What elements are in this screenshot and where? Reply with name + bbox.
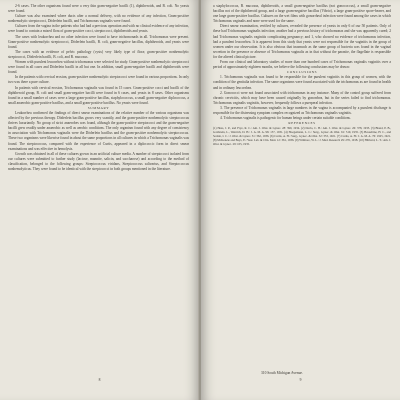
conclusion-item: 2. Gonococci were not found associated with trichomonas in any instance. Many of the control group suffered from chronic cervicitis, which may have been caused originally by gonorrhea, but in the series failed to find trichomonas. Trichomonas vaginalis vaginitis, however, frequently follows a puerperal infection. [213,90,391,105]
conclusion-item: 3. The presence of Trichomonas vaginalis in large numbers in the vagina is accompanied by a purulent discharge is responsible for the distressing symptom complex recognized as Trichomonas vaginalis vaginitis. [213,105,391,115]
references-heading: REFERENCES [288,121,316,126]
summary-heading: SUMMARY [87,105,110,110]
references-list [213,126,391,146]
paragraph: Growth was obtained in all of these cultures grown in an artificial culture media. A number of streptococci isolated from our cultures were submitted to further study (lactose, mannite, salicin, and saccharose) and according to the method of classification, belonged to the following groups: Streptococcus viridans, Streptococcus salivarius, and Streptococcus nonhemolyticus. They were found to be identical with the streptococci in both groups mentioned in the literature. [8,151,189,171]
conclusion-item: 1. Trichomonas vaginalis was found to be responsible for the purulent vaginitis in this group of women, with the condition of the genitalia infection. The same organisms were found associated with the trichomonas as are found in health and in ordinary leucorrhea. [213,75,391,90]
left-page-text [8,4,189,172]
right-page-text [213,4,391,146]
paragraph: Cultures from the vagina in the patients who had had a previous operation and with no clinical evidence of any infection, were found to contain a mixed flora of gram-positive cocci, streptococci, diphtheroids and yeasts. [8,24,189,34]
author-address: 310 South Michigan Avenue. [261,371,303,375]
paragraph: The cases with leukorrhea and no other infection were found to have trichomonads in all. Trichomonas were present. Gram-positive nonhemolytic streptococci, Döderlein bacilli, B. coli, gram-negative bacillus, diphtheroids, and yeasts were found. [8,34,189,49]
left-page [0,0,199,400]
page-number: 9 [299,378,302,382]
paragraph: Women with purulent leucorrhea without trichomonas were selected for study. Gram-positive nonhemolytic streptococci were found in all cases and Döderlein bacilli in all but one. In addition, small gram-negative bacilli and diphtheroids were found. [8,60,189,75]
paragraph: Direct smear examination, verified by cultures, revealed the presence of yeasts in only 6 of our 50 patients. Only of these had Trichomonas vaginalis infection; another had a previous history of trichomonas and she was apparently cured; 2 had Trichomonas vaginalis vaginitis complicating pregnancy; and 1, who showed no evidence of trichomonas infection, had a purulent leucorrhea. It is apparent from this study that yeasts were not responsible for the vaginitis in the group of women under our observation. It is also obvious that inasmuch as the same group of bacteria was found in the vaginal secretion in the presence or absence of Trichomonas vaginalis as in that without the parasite, the flagellate is responsible for the altered clinical picture. [213,24,391,59]
paragraph: In the patients with cervical erosion, gram-positive nonhemolytic streptococci were found in various proportions. In only two was there a pure culture. [8,75,189,85]
paragraph: The cases with an evidence of pelvic pathology (cysts) very likely type of flora; gram-positive nonhemolytic streptococci, Döderlein bacilli, B. coli, and B. mucosus. [8,49,189,59]
paragraph: Culture was also examined where ducts after a normal delivery, with no evidence of any infection, Gram-positive nonhemolytic streptococci, Döderlein bacilli, and Trichomonas vaginalis were found. [8,14,189,24]
right-page [201,0,400,400]
conclusion-item: 4. Trichomonas vaginalis is pathogenic for human beings under certain suitable conditions. [220,116,351,121]
conclusions-heading: CONCLUSIONS [286,70,318,75]
references-text: (1) Hess, J. P., and Frye, R. C.: Am. J. Obst. & Gynec. 28: 399, 1934. (2) Davis, C. H.: Am. J. Obst. & Gynec. 26: 378, 1933. (3) Bland, P. B., Goldstein, L., Wenrich, D. H.: J. A. M. A. 96: 157, 1931. (4) Hoegemann, L. C.: Surg., Gynec. & Obst. 61: 519, 1935. (5) Hesseltine, H. C., and Sorkin, I. C.: J. Obst. & Gynec. 31: 362, 1936. (6) Curtis, A. H.: Surg., Gynec. & Obst. 32: 353, 1921. (7) Curtis, A. H.: J. A. M. A. 76: 1925, 1921. (8) McKenzie and Bays, E.: Year. Lab. & Clin. Med. 12: 361, 1936. (9) Wilmore, W. L.: J. Med. Research 29: 276, 1918. (10) Hibbard, L. T.: Am. J. Obst. & Gynec. 29: 105, 1935. [213,126,391,147]
paragraph: In patients with cervical erosion, Trichomonas vaginalis was found in 15 cases. Gram-positive cocci and bacilli of the diphtheroid group, B. coli and small gram-negative bacilli were found in 6 cases, and yeasts in 8 cases. Other organisms found in a small number of cases were a large gram-positive bacillus, staphylococcus, a small gram-negative diplococcus, a small anaerobic gram-positive bacillus, and a small gram-positive bacillus. No yeasts were found. [8,85,189,105]
paragraph: 2-6 cases. The other organisms found were a very thin gram-negative bacilli (1), diphtheroids, and B. coli. No yeasts were found. [8,4,189,14]
paragraph: Leukorrhea confirmed the findings of direct smear examinations of the relative number of the various organisms was affected by the previous therapy. Döderlein bacillus grows very scantily, and the gram-positive nonhemolytic streptococcus thrives luxuriantly. No group of strict anaerobes was found, although the gram-positive streptococci and the gram-negative bacilli grew readily under anaerobic as well as aerobic conditions. The only organism found with any degree of consistency in association with Trichomonas vaginalis were the Döderlein bacillus and the gram-positive nonhemolytic streptococcus. These two organisms were likewise found in about the same proportions in all cultures in which a Trichomonas vaginalis was found. The streptococcus, compared with the experience of Curtis, appeared in a diplococcic form in direct smear examinations and was effective in hemolysis. [8,110,189,151]
paragraph: From our clinical and laboratory studies of more than one hundred cases of Trichomonas vaginalis vaginitis over a period of approximately eighteen months, we believe the following conclusions may be drawn: [213,60,391,70]
paragraph: a staphylococcus, B. mucosus, diphtheroids, a small gram-negative bacillus (not gonococcus), a small gram-negative bacillus not of the diphtheroid group, and a large gram-negative bacillus (Vibrio), a large gram-positive spore-bearer, and one large gram-positive bacillus. Cultures on the wet films with gonorrheal infection were found among the cases in which Trichomonas vaginalis and none were used for the same. [213,4,391,24]
page-number: 8 [98,378,101,382]
